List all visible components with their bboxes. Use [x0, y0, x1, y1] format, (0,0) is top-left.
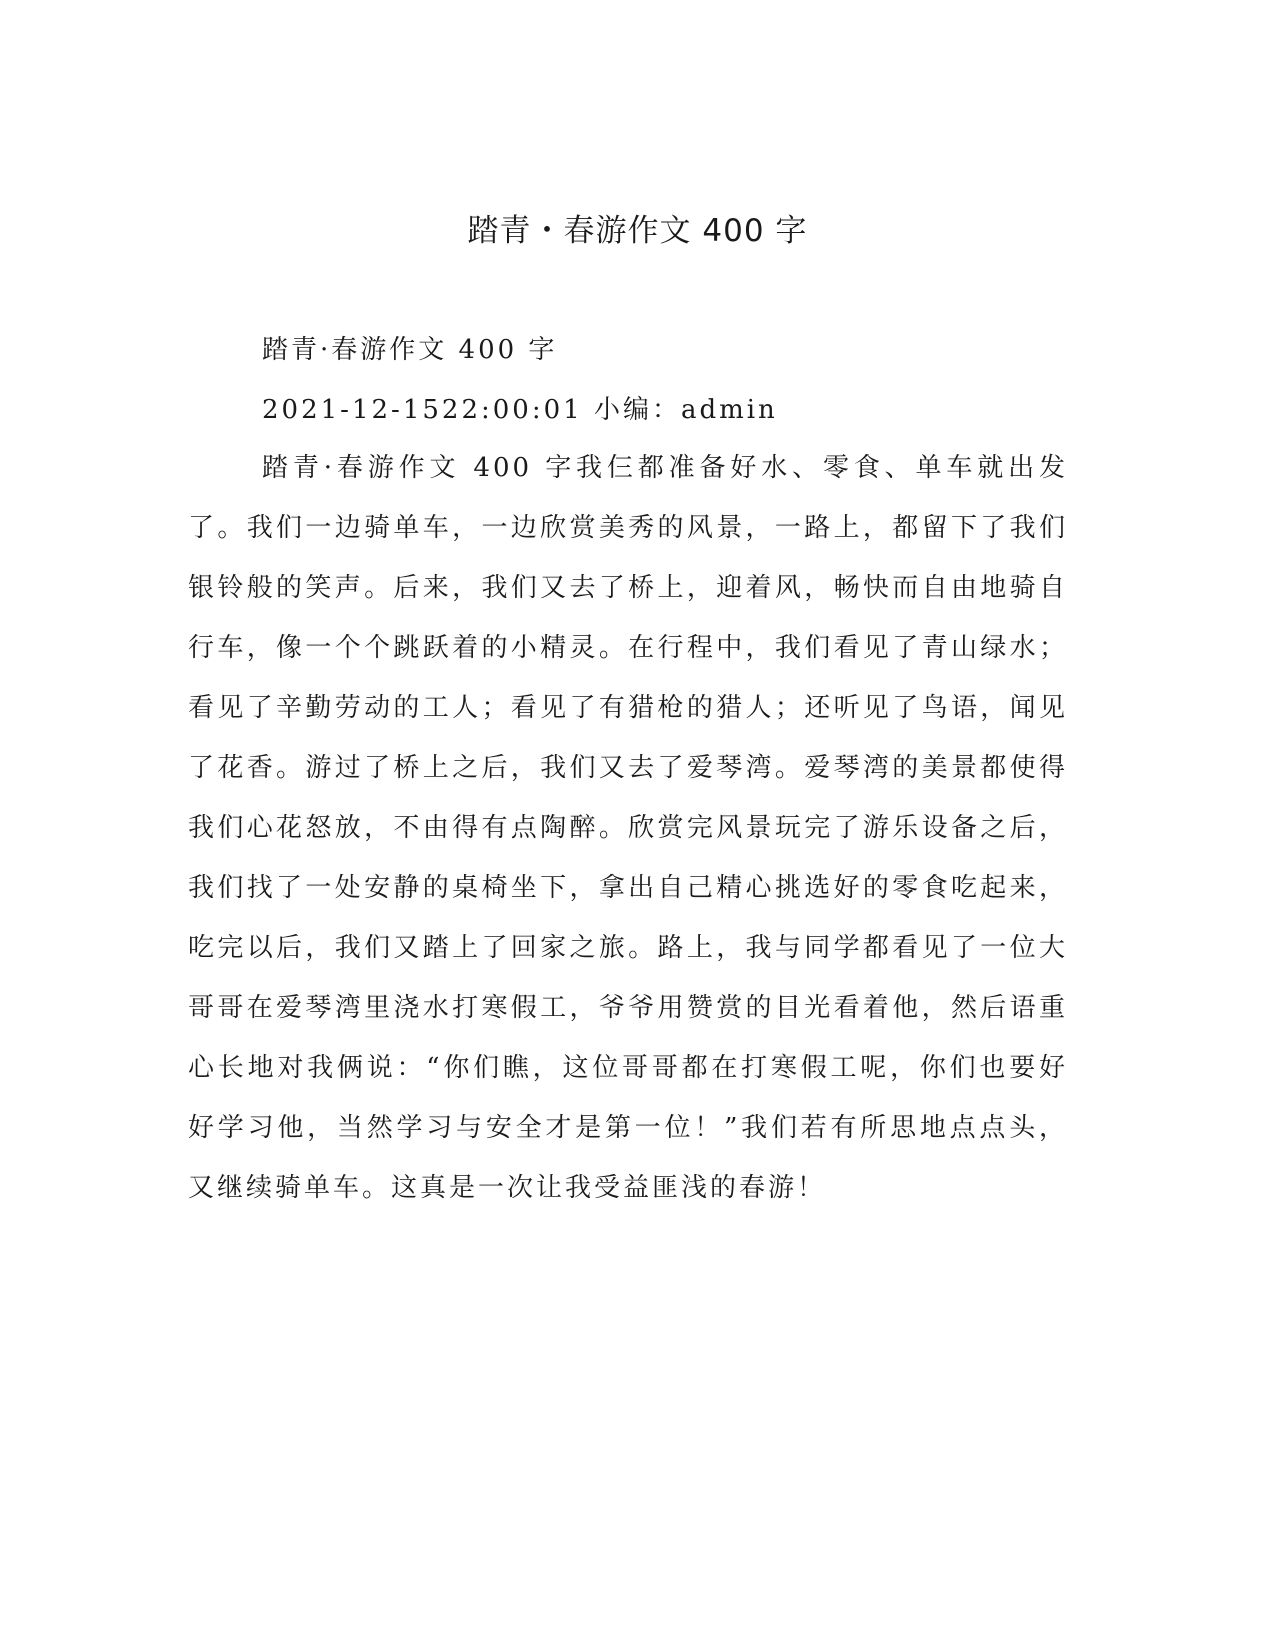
document-title: 踏青・春游作文 400 字: [467, 213, 808, 249]
article-meta: 2021-12-1522:00:01 小编：admin: [262, 395, 778, 425]
article-subtitle: 踏青·春游作文 400 字: [262, 335, 558, 365]
article-body: 踏青·春游作文 400 字我仨都准备好水、零食、单车就出发了。我们一边骑单车，一边欣赏美秀的风景，一路上，都留下了我们银铃般的笑声。后来，我们又去了桥上，迎着风，畅快而自由地骑自行车，像一个个跳跃着的小精灵。在行程中，我们看见了青山绿水；看见了辛勤劳动的工人；看见了有猎枪的猎人；还听见了鸟语，闻见了花香。游过了桥上之后，我们又去了爱琴湾。爱琴湾的美景都使得我们心花怒放，不由得有点陶醉。欣赏完风景玩完了游乐设备之后，我们找了一处安静的桌椅坐下，拿出自己精心挑选好的零食吃起来，吃完以后，我们又踏上了回家之旅。路上，我与同学都看见了一位大哥哥在爱琴湾里浇水打寒假工，爷爷用赞赏的目光看着他，然后语重心长地对我俩说：“你们瞧，这位哥哥都在打寒假工呢，你们也要好好学习他，当然学习与安全才是第一位！”我们若有所思地点点头，又继续骑单车。这真是一次让我受益匪浅的春游！: [188, 453, 1068, 1203]
